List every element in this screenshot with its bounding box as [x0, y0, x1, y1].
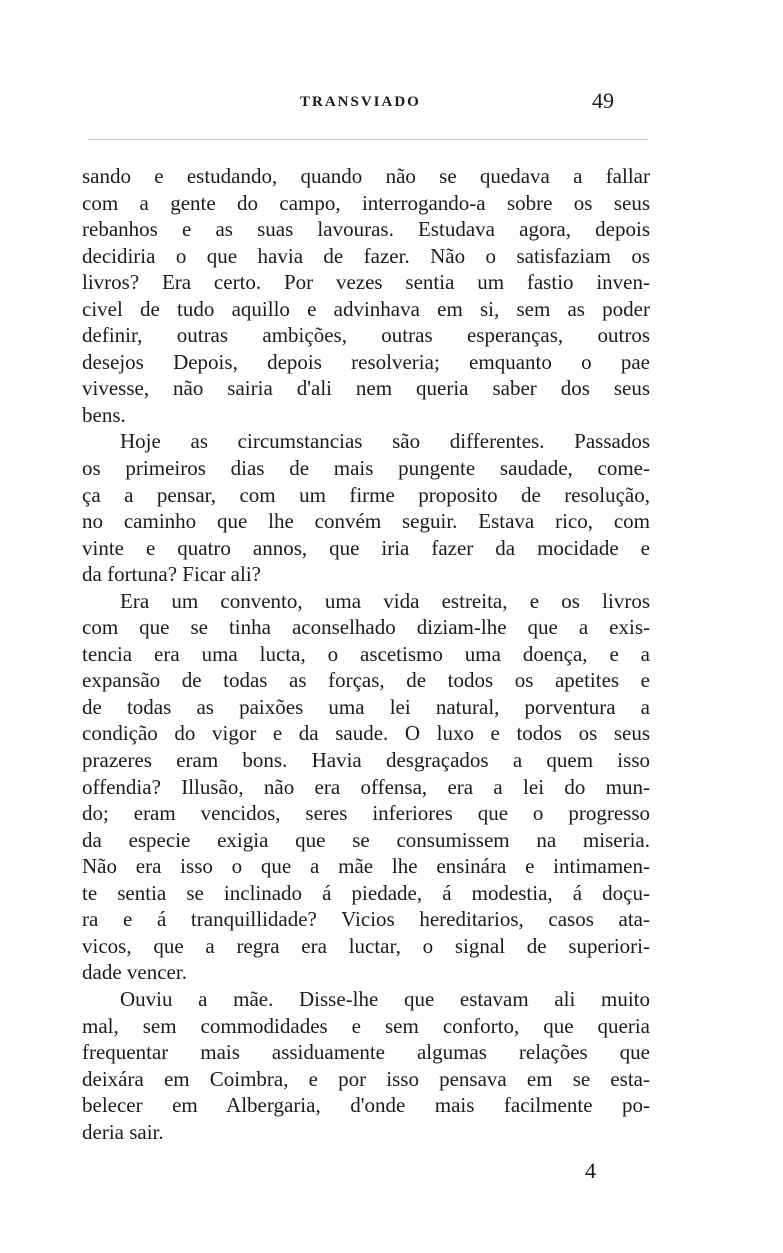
text-line: expansão de todas as forças, de todos os apetites e [82, 668, 650, 693]
text-line: vivesse, não sairia d'ali nem queria saber dos seus [82, 376, 650, 401]
text-line: livros? Era certo. Por vezes sentia um fastio inven- [82, 270, 650, 295]
text-line: deixára em Coimbra, e por isso pensava em se esta- [82, 1066, 650, 1091]
text-line: prazeres eram bons. Havia desgraçados a quem isso [82, 748, 650, 773]
text-line: te sentia se inclinado á piedade, á modestia, á doçu- [82, 880, 650, 905]
text-line: deria sair. [82, 1119, 164, 1144]
text-line: vinte e quatro annos, que iria fazer da mocidade e [82, 535, 650, 560]
text-line: bens. [82, 402, 126, 427]
text-line: da especie exigia que se consumissem na miseria. [82, 827, 650, 852]
text-line: sando e estudando, quando não se quedava a fallar [82, 164, 650, 188]
body-text [82, 163, 650, 1145]
running-head-title: TRANSVIADO [300, 94, 421, 110]
text-line: da fortuna? Ficar ali? [82, 562, 261, 587]
text-line: desejos Depois, depois resolveria; emquanto o pae [82, 349, 650, 374]
text-line: Era um convento, uma vida estreita, e os livros [120, 588, 650, 613]
text-line: frequentar mais assiduamente algumas relações que [82, 1040, 650, 1065]
text-line: ra e á tranquillidade? Vicios hereditarios, casos ata- [82, 907, 650, 932]
text-line: mal, sem commodidades e sem conforto, que queria [82, 1013, 650, 1038]
text-line: ça a pensar, com um firme proposito de resolução, [82, 482, 650, 507]
text-line: de todas as paixões uma lei natural, porventura a [82, 694, 650, 719]
text-line: do; eram vencidos, seres inferiores que o progresso [82, 801, 650, 826]
signature-mark: 4 [585, 1158, 596, 1183]
text-line: Não era isso o que a mãe lhe ensinára e intimamen- [82, 854, 650, 879]
text-line: os primeiros dias de mais pungente saudade, come- [82, 456, 650, 481]
text-line: tencia era uma lucta, o ascetismo uma doença, e a [82, 641, 650, 666]
text-line: civel de tudo aquillo e advinhava em si, sem as poder [82, 296, 650, 321]
text-line: decidiria o que havia de fazer. Não o satisfaziam os [82, 243, 650, 268]
page-number: 49 [592, 88, 614, 113]
text-line: com que se tinha aconselhado diziam-lhe que a exis- [82, 615, 650, 640]
text-line: belecer em Albergaria, d'onde mais facilmente po- [82, 1093, 650, 1118]
text-line: offendia? Illusão, não era offensa, era a lei do mun- [82, 774, 650, 799]
text-line: definir, outras ambições, outras esperanças, outros [82, 323, 650, 348]
text-line: Hoje as circumstancias são differentes. Passados [120, 429, 650, 454]
text-line: vicos, que a regra era luctar, o signal de superiori- [82, 933, 650, 958]
text-line: rebanhos e as suas lavouras. Estudava agora, depois [82, 217, 650, 242]
text-line: Ouviu a mãe. Disse-lhe que estavam ali muito [120, 986, 650, 1011]
header-rule [88, 139, 648, 140]
text-line: dade vencer. [82, 960, 187, 985]
text-line: com a gente do campo, interrogando-a sobre os seus [82, 190, 650, 215]
text-line: no caminho que lhe convém seguir. Estava rico, com [82, 509, 650, 534]
text-line: condição do vigor e da saude. O luxo e todos os seus [82, 721, 650, 746]
